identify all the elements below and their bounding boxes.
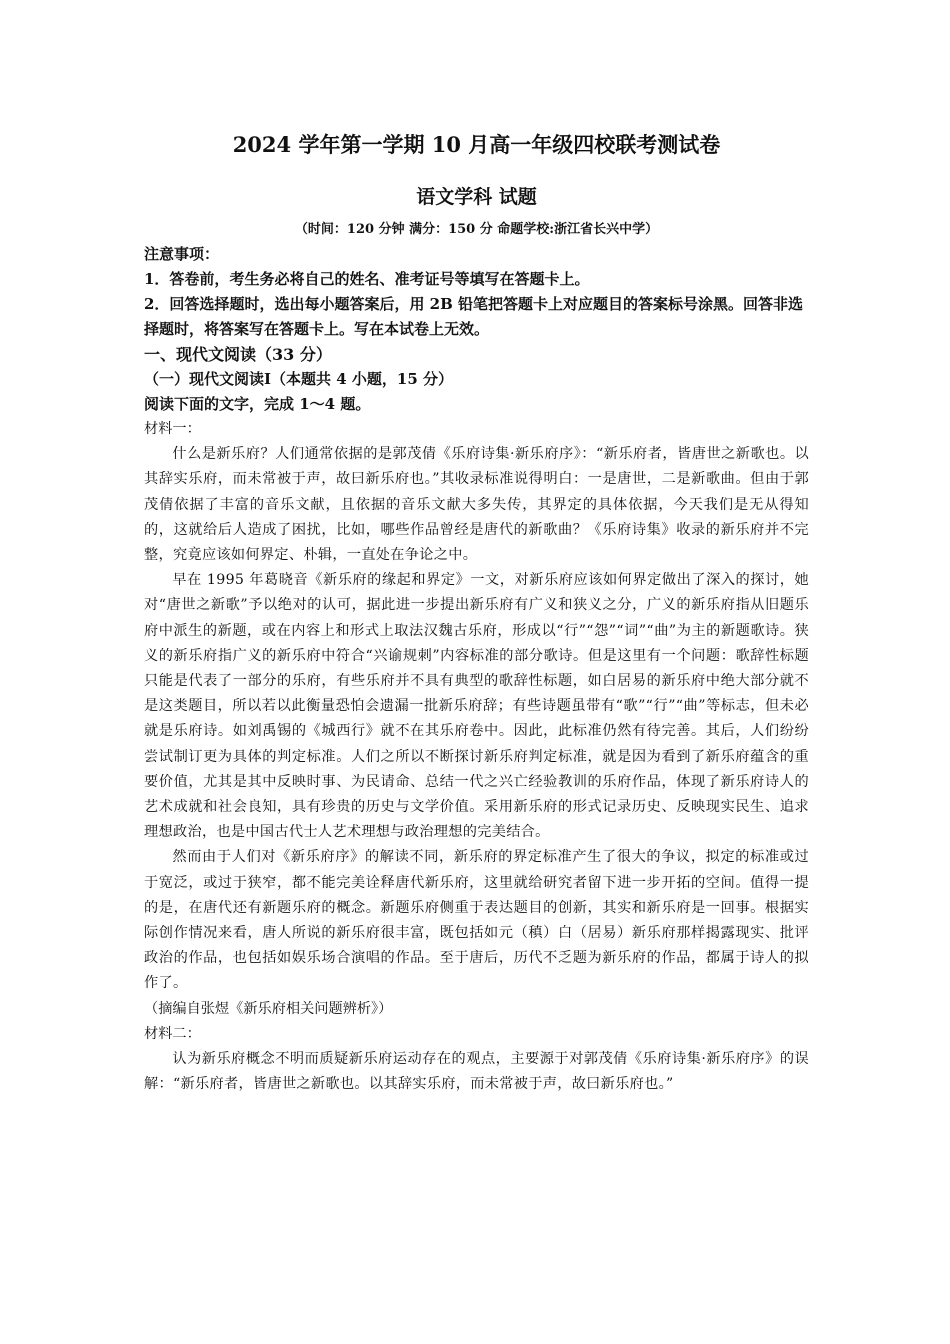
material2-label: 材料二： — [144, 1025, 201, 1042]
material1-source: （摘编自张煜《新乐府相关问题辨析》） — [144, 1000, 393, 1017]
section-subheading: （一）现代文阅读Ⅰ（本题共 4 小题，15 分） — [144, 370, 453, 388]
section-heading: 一、现代文阅读（33 分） — [144, 345, 332, 364]
section-instruction: 阅读下面的文字，完成 1～4 题。 — [144, 395, 371, 413]
material1-paragraph-3: 然而由于人们对《新乐府序》的解读不同，新乐府的界定标准产生了很大的争议，拟定的标准或过于宽泛，或过于狭窄，都不能完美诠释唐代新乐府，这里就给研究者留下进一步开拓的空间。值得一提的是，在唐代还有新题乐府的概念。新题乐府侧重于表达题目的创新，其实和新乐府是一回事。根据实际创作情况来看，唐人所说的新乐府很丰富，既包括如元（稹）白（居易）新乐府那样揭露现实、批评政治的作品，也包括如娱乐场合演唱的作品。至于唐后，历代不乏题为新乐府的作品，都属于诗人的拟作了。 — [144, 849, 809, 992]
exam-title: 2024 学年第一学期 10 月高一年级四校联考测试卷 — [232, 132, 721, 157]
material1-label: 材料一： — [144, 421, 201, 437]
notice-item-2: 2．回答选择题时，选出每小题答案后，用 2B 铅笔把答题卡上对应题目的答案标号涂黑。回答非选择题时，将答案写在答题卡上。写在本试卷上无效。 — [144, 295, 804, 338]
notice-heading: 注意事项： — [144, 245, 220, 263]
notice-item-1: 1．答卷前，考生务必将自己的姓名、准考证号等填写在答题卡上。 — [144, 270, 590, 288]
material1-paragraph-2: 早在 1995 年葛晓音《新乐府的缘起和界定》一文，对新乐府应该如何界定做出了深入的探讨，她对“唐世之新歌”予以绝对的认可，据此进一步提出新乐府有广义和狭义之分，广义的新乐府指从旧题乐府中派生的新题，或在内容上和形式上取法汉魏古乐府，形成以“行”“怨”“词”“曲”为主的新题歌诗。狭义的新乐府指广义的新乐府中符合“兴谕规刺”内容标准的部分歌诗。但是这里有一个问题：歌辞性标题只能是代表了一部分的乐府，有些乐府并不具有典型的歌辞性标题，如白居易的新乐府中绝大部分就不是这类题目，所以若以此衡量恐怕会遗漏一批新乐府辞；有些诗题虽带有“歌”“行”“曲”等标志，但未必就是乐府诗。如刘禹锡的《城西行》就不在其乐府卷中。因此，此标准仍然有待完善。其后，人们纷纷尝试制订更为具体的判定标准。人们之所以不断探讨新乐府判定标准，就是因为看到了新乐府蕴含的重要价值，尤其是其中反映时事、为民请命、总结一代之兴亡经验教训的乐府作品，体现了新乐府诗人的艺术成就和社会良知，具有珍贵的历史与文学价值。采用新乐府的形式记录历史、反映现实民生、追求理想政治，也是中国古代士人艺术理想与政治理想的完美结合。 — [144, 572, 809, 841]
material1-paragraph-1: 什么是新乐府？人们通常依据的是郭茂倩《乐府诗集·新乐府序》：“新乐府者，皆唐世之新歌也。以其辞实乐府，而未常被于声，故曰新乐府也。”其收录标准说得明白：一是唐世，二是新歌曲。但由于郭茂倩依据了丰富的音乐文献，且依据的音乐文献大多失传，其界定的具体依据，今天我们是无从得知的，这就给后人造成了困扰，比如，哪些作品曾经是唐代的新歌曲？《乐府诗集》收录的新乐府并不完整，究竟应该如何界定、朴辑，一直处在争论之中。 — [144, 446, 809, 564]
exam-body — [144, 242, 809, 1097]
material2-paragraph-1: 认为新乐府概念不明而质疑新乐府运动存在的观点，主要源于对郭茂倩《乐府诗集·新乐府序》的误解：“新乐府者，皆唐世之新歌也。以其辞实乐府，而未常被于声，故曰新乐府也。” — [144, 1051, 809, 1093]
exam-subject: 语文学科 试题 — [416, 186, 537, 208]
exam-meta: （时间：120 分钟 满分：150 分 命题学校:浙江省长兴中学） — [294, 222, 659, 237]
